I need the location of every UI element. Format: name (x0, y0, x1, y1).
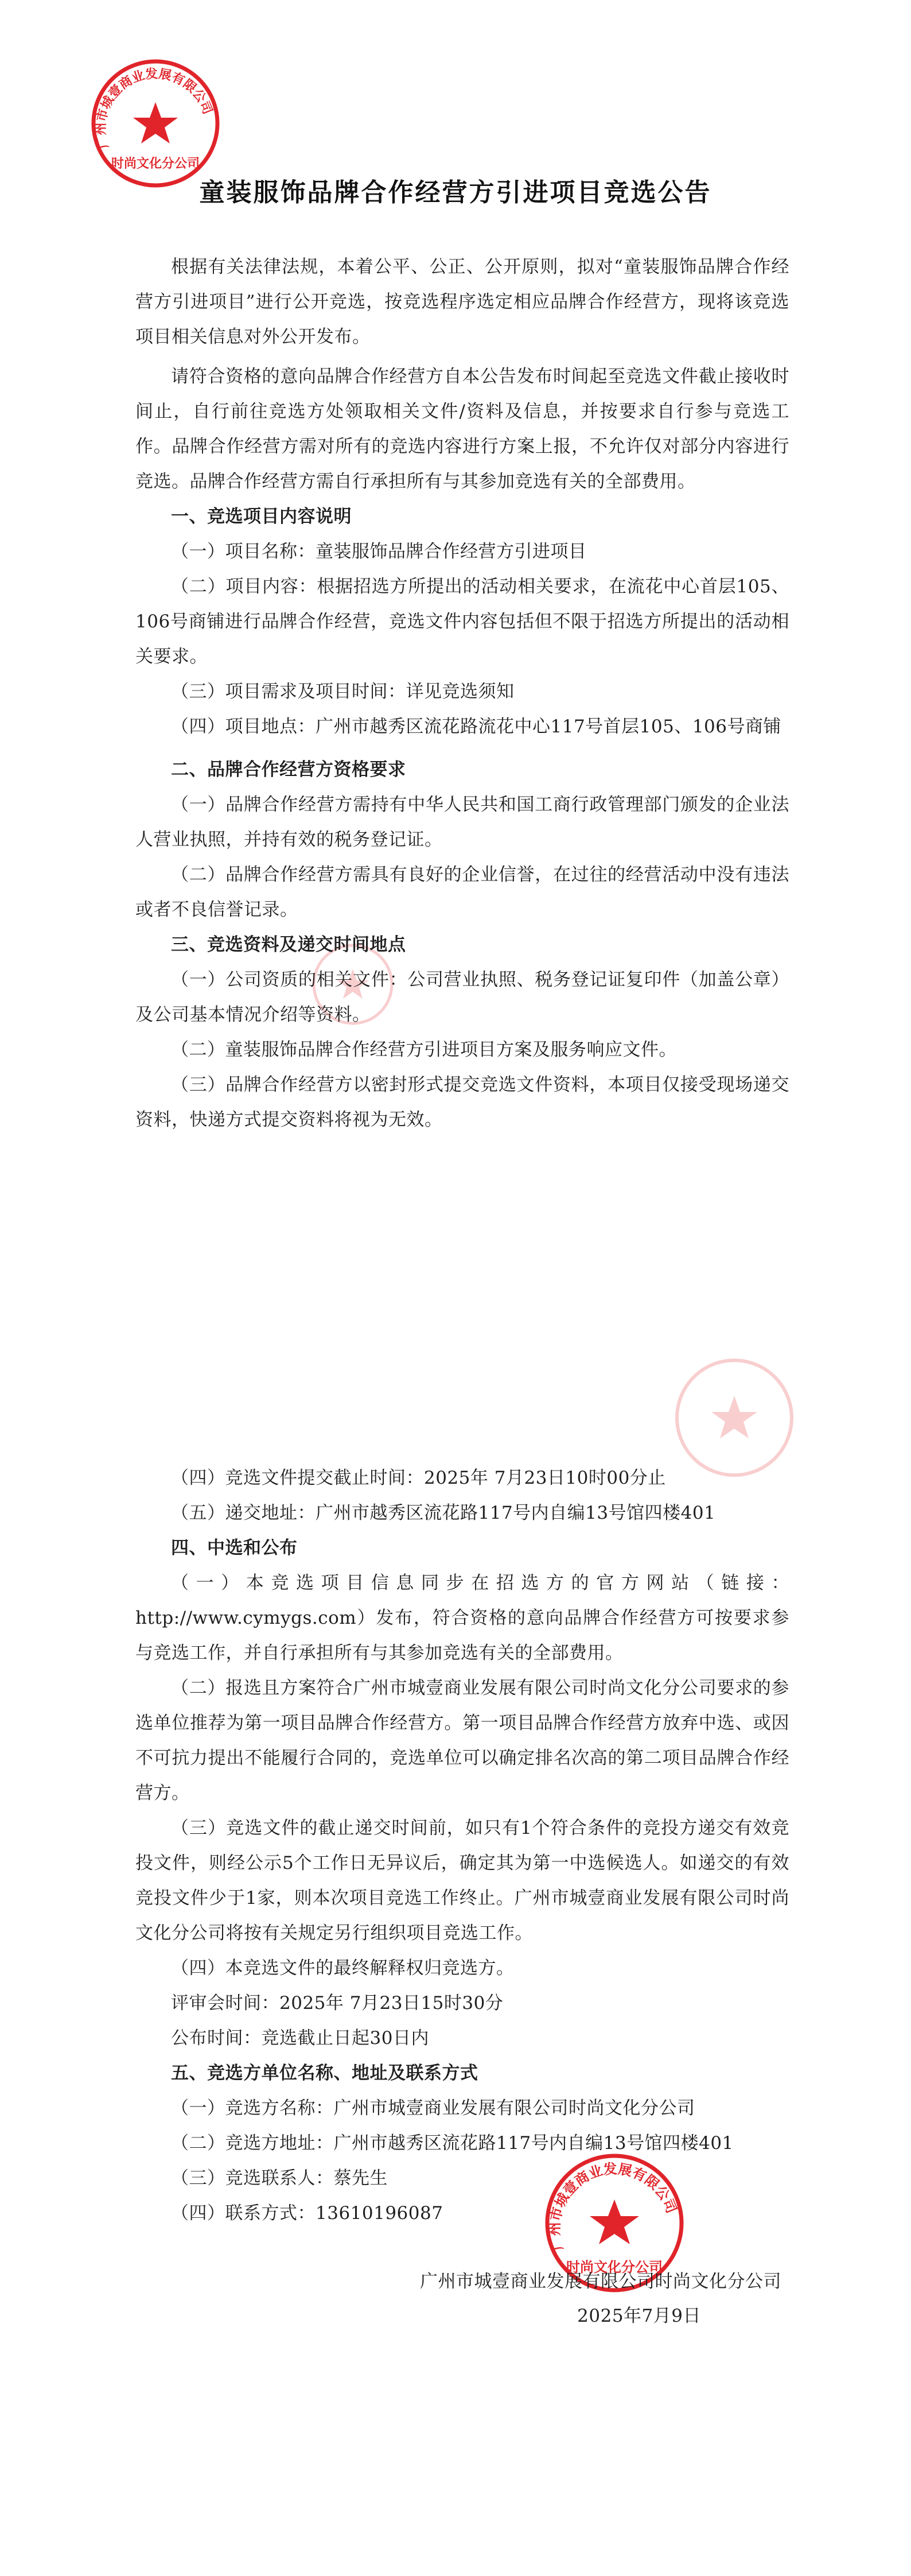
company-seal-top (89, 57, 221, 189)
intro-paragraph: 根据有关法律法规，本着公平、公正、公开原则，拟对“童装服饰品牌合作经营方引进项目”进行公开竞选，按竞选程序选定相应品牌合作经营方，现将该竞选项目相关信息对外公开发布。 (135, 257, 789, 347)
list-item: （一）品牌合作经营方需持有中华人民共和国工商行政管理部门颁发的企业法人营业执照，并持有效的税务登记证。 (135, 794, 789, 850)
signature-company: 广州市城壹商业发展有限公司时尚文化分公司 (420, 2271, 781, 2292)
contact-person-line: （三）竞选联系人：蔡先生 (171, 2168, 388, 2189)
contact-phone-line: （四）联系方式：13610196087 (171, 2203, 443, 2224)
section-heading: 四、中选和公布 (171, 1538, 298, 1558)
signature-date: 2025年7月9日 (577, 2306, 701, 2326)
svg-text:时尚文化分公司: 时尚文化分公司 (566, 2259, 663, 2275)
contact-address-line: （二）竞选方地址：广州市越秀区流花路117号内自编13号馆四楼401 (171, 2133, 734, 2154)
list-item: （五）递交地址：广州市越秀区流花路117号内自编13号馆四楼401 (171, 1503, 716, 1523)
section-heading: 二、品牌合作经营方资格要求 (171, 759, 406, 780)
svg-text:广州市城壹商业发展有限公司: 广州市城壹商业发展有限公司 (546, 2160, 680, 2253)
list-item: （一）公司资质的相关文件：公司营业执照、税务登记证复印件（加盖公章）及公司基本情况介绍等资料。 (135, 969, 789, 1025)
svg-text:广州市城壹商业发展有限公司: 广州市城壹商业发展有限公司 (94, 67, 215, 150)
section-heading: 一、竞选项目内容说明 (171, 506, 352, 527)
list-item: （二）品牌合作经营方需具有良好的企业信誉，在过往的经营活动中没有违法或者不良信誉记录。 (135, 864, 789, 920)
list-item: （一）项目名称：童装服饰品牌合作经营方引进项目 (171, 541, 587, 562)
section-heading: 三、竞选资料及递交时间地点 (171, 934, 406, 955)
document-title: 童装服饰品牌合作经营方引进项目竞选公告 (199, 178, 712, 208)
seal-graphic (89, 57, 221, 189)
body-section-page1 (135, 250, 789, 1138)
body-section-page2 (135, 1461, 789, 2231)
section-heading: 五、竞选方单位名称、地址及联系方式 (171, 2063, 478, 2084)
list-item: （二）童装服饰品牌合作经营方引进项目方案及服务响应文件。 (171, 1039, 677, 1060)
list-item: （四）竞选文件提交截止时间：2025年 7月23日10时00分止 (171, 1468, 666, 1488)
review-time: 评审会时间：2025年 7月23日15时30分 (171, 1993, 504, 2014)
list-item: （三）竞选文件的截止递交时间前，如只有1个符合条件的竞投方递交有效竞投文件，则经公示5个工作日无异议后，确定其为第一中选候选人。如递交的有效竞投文件少于1家，则本次项目竞选工作终止。广州市城壹商业发展有限公司时尚文化分公司将按有关规定另行组织项目竞选工作。 (135, 1818, 789, 1943)
list-item: （一）本竞选项目信息同步在招选方的官方网站（链接：http://www.cymygs.com）发布，符合资格的意向品牌合作经营方可按要求参与竞选工作，并自行承担所有与其参加竞选有关的全部费用。 (135, 1573, 789, 1663)
publish-time: 公布时间：竞选截止日起30日内 (171, 2028, 429, 2049)
list-item: （三）项目需求及项目时间：详见竞选须知 (171, 681, 515, 702)
svg-text:时尚文化分公司: 时尚文化分公司 (111, 157, 200, 171)
list-item: （三）品牌合作经营方以密封形式提交竞选文件资料，本项目仅接受现场递交资料，快递方式提交资料将视为无效。 (135, 1074, 789, 1130)
contact-name-line: （一）竞选方名称：广州市城壹商业发展有限公司时尚文化分公司 (171, 2098, 695, 2119)
list-item: （二）报选且方案符合广州市城壹商业发展有限公司时尚文化分公司要求的参选单位推荐为第一项目品牌合作经营方。第一项目品牌合作经营方放弃中选、或因不可抗力提出不能履行合同的，竞选单位可以确定排名次高的第二项目品牌合作经营方。 (135, 1678, 789, 1803)
intro-paragraph: 请符合资格的意向品牌合作经营方自本公告发布时间起至竞选文件截止接收时间止，自行前往竞选方处领取相关文件/资料及信息，并按要求自行参与竞选工作。品牌合作经营方需对所有的竞选内容进行方案上报，不允许仅对部分内容进行竞选。品牌合作经营方需自行承担所有与其参加竞选有关的全部费用。 (135, 366, 789, 492)
list-item: （四）项目地点：广州市越秀区流花路流花中心117号首层105、106号商铺 (171, 716, 782, 737)
list-item: （四）本竞选文件的最终解释权归竞选方。 (171, 1958, 515, 1978)
list-item: （二）项目内容：根据招选方所提出的活动相关要求，在流花中心首层105、106号商铺进行品牌合作经营，竞选文件内容包括但不限于招选方所提出的活动相关要求。 (135, 576, 789, 667)
